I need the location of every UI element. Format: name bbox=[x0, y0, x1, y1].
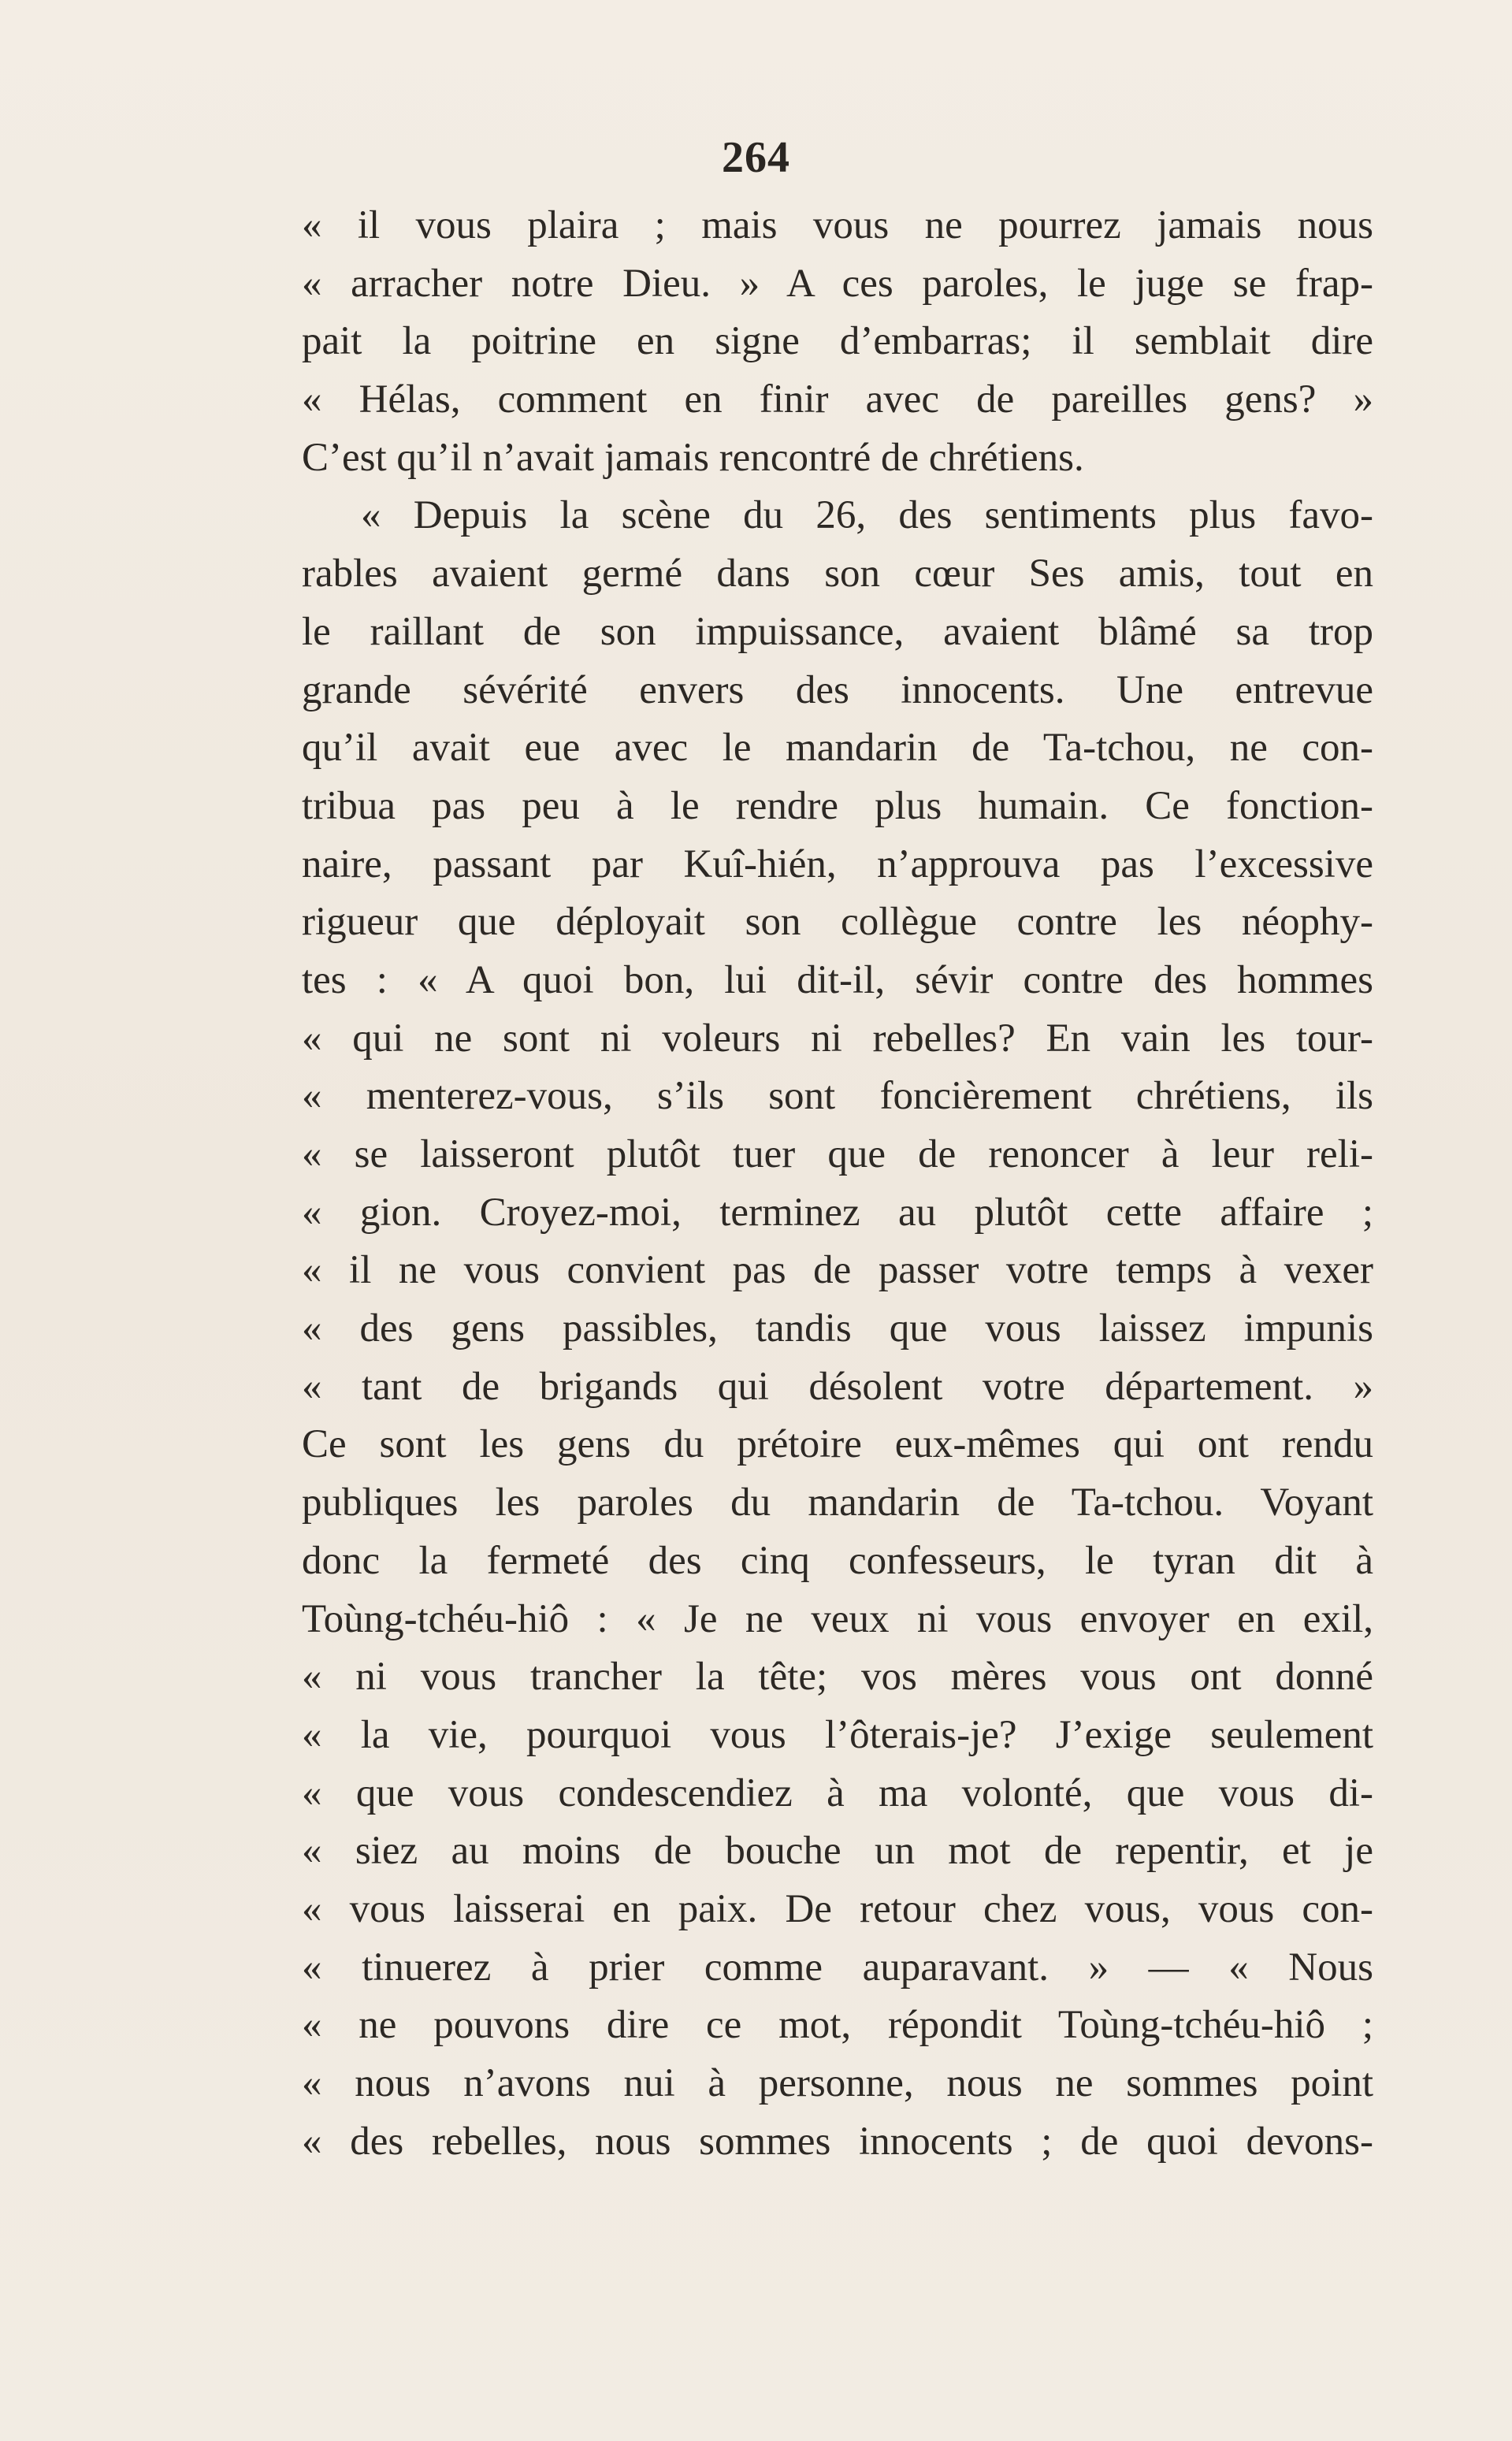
text-line: naire, passant par Kuî-hién, n’approuva pas l’excessive bbox=[302, 842, 1373, 886]
text-line: « tinuerez à prier comme auparavant. » — « Nous bbox=[302, 1945, 1373, 1990]
text-line: « Hélas, comment en finir avec de pareilles gens? » bbox=[302, 377, 1373, 422]
text-line: pait la poitrine en signe d’embarras; il semblait dire bbox=[302, 319, 1373, 364]
text-line: « ni vous trancher la tête; vos mères vous ont donné bbox=[302, 1655, 1373, 1700]
text-line: « ne pouvons dire ce mot, répondit Toùng-tchéu-hiô ; bbox=[302, 2003, 1373, 2048]
text-line: « des gens passibles, tandis que vous laissez impunis bbox=[302, 1306, 1373, 1351]
text-line: rables avaient germé dans son cœur Ses amis, tout en bbox=[302, 552, 1373, 596]
text-line: Toùng-tchéu-hiô : « Je ne veux ni vous envoyer en exil, bbox=[302, 1596, 1373, 1641]
text-line: tribua pas peu à le rendre plus humain. Ce fonction- bbox=[302, 783, 1373, 828]
text-line: « il ne vous convient pas de passer votre temps à vexer bbox=[302, 1248, 1373, 1293]
page-number: 264 bbox=[722, 133, 790, 182]
text-line: « il vous plaira ; mais vous ne pourrez jamais nous bbox=[302, 203, 1373, 247]
text-line: publiques les paroles du mandarin de Ta-tchou. Voyant bbox=[302, 1481, 1373, 1525]
text-line: « siez au moins de bouche un mot de repentir, et je bbox=[302, 1829, 1373, 1874]
text-line: « menterez-vous, s’ils sont foncièrement chrétiens, ils bbox=[302, 1074, 1373, 1119]
text-line: « que vous condescendiez à ma volonté, que vous di- bbox=[302, 1770, 1373, 1815]
text-line: rigueur que déployait son collègue contre les néophy- bbox=[302, 900, 1373, 945]
body-text bbox=[302, 197, 1373, 2171]
text-line: « des rebelles, nous sommes innocents ; de quoi devons- bbox=[302, 2119, 1373, 2164]
text-line: « arracher notre Dieu. » A ces paroles, le juge se frap- bbox=[302, 261, 1373, 306]
text-line: tes : « A quoi bon, lui dit-il, sévir contre des hommes bbox=[302, 957, 1373, 1002]
text-line: qu’il avait eue avec le mandarin de Ta-tchou, ne con- bbox=[302, 726, 1373, 771]
text-line: « Depuis la scène du 26, des sentiments plus favo- bbox=[361, 493, 1373, 538]
text-line: « la vie, pourquoi vous l’ôterais-je? J’exige seulement bbox=[302, 1712, 1373, 1757]
text-line: « vous laisserai en paix. De retour chez vous, vous con- bbox=[302, 1886, 1373, 1931]
text-line: grande sévérité envers des innocents. Une entrevue bbox=[302, 667, 1373, 712]
text-line: Ce sont les gens du prétoire eux-mêmes qui ont rendu bbox=[302, 1422, 1373, 1467]
text-line: « tant de brigands qui désolent votre département. » bbox=[302, 1364, 1373, 1409]
text-line: « nous n’avons nui à personne, nous ne sommes point bbox=[302, 2061, 1373, 2105]
text-line: donc la fermeté des cinq confesseurs, le tyran dit à bbox=[302, 1538, 1373, 1583]
text-line: « qui ne sont ni voleurs ni rebelles? En vain les tour- bbox=[302, 1016, 1373, 1061]
text-line: le raillant de son impuissance, avaient blâmé sa trop bbox=[302, 609, 1373, 654]
text-line: « gion. Croyez-moi, terminez au plutôt cette affaire ; bbox=[302, 1190, 1373, 1235]
text-line: C’est qu’il n’avait jamais rencontré de chrétiens. bbox=[302, 435, 1084, 480]
text-line: « se laisseront plutôt tuer que de renoncer à leur reli- bbox=[302, 1132, 1373, 1176]
